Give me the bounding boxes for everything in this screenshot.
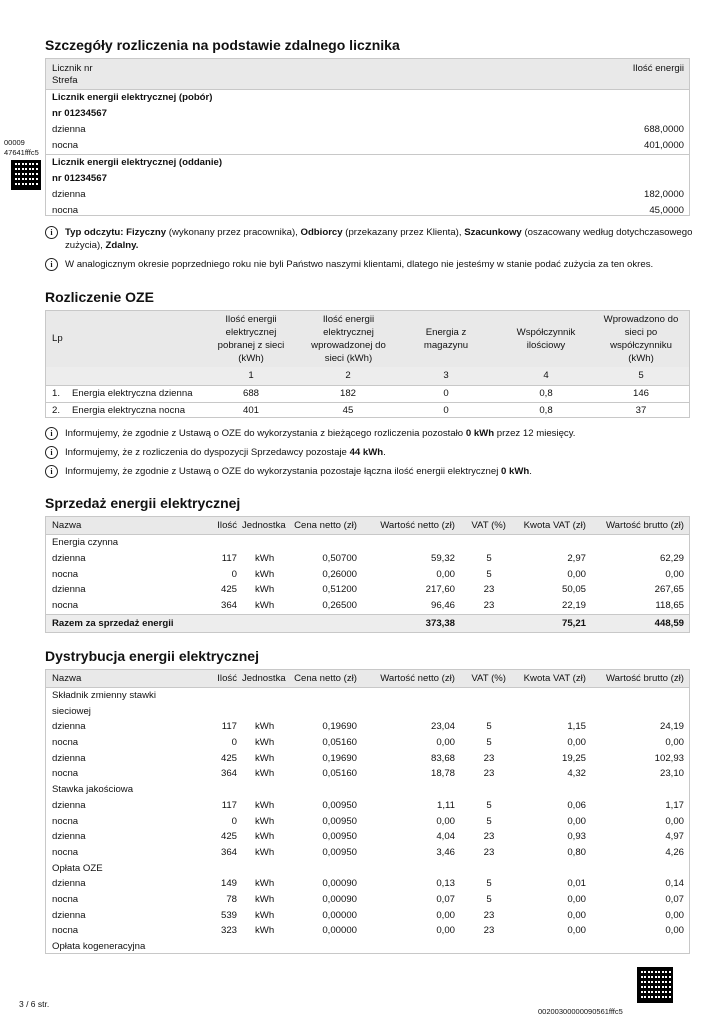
header-qty: Ilość bbox=[217, 673, 237, 684]
meter-number-row bbox=[46, 171, 689, 187]
sales-total-row bbox=[46, 614, 689, 632]
oze-value-3: 0 bbox=[443, 388, 449, 399]
row-vat: 23 bbox=[483, 909, 495, 921]
row-net-value: 0,00 bbox=[436, 737, 455, 749]
meter-value: 688,0000 bbox=[643, 124, 684, 135]
price-row bbox=[46, 908, 689, 924]
note-text: przez 12 miesięcy. bbox=[494, 428, 576, 439]
row-name: nocna bbox=[52, 846, 79, 858]
meter-value: 182,0000 bbox=[643, 189, 684, 200]
meter-name: Licznik energii elektrycznej (pobór) bbox=[52, 92, 213, 103]
side-code-1: 00009 bbox=[4, 138, 25, 147]
row-vat: 5 bbox=[486, 737, 492, 749]
row-net-value: 0,13 bbox=[436, 878, 455, 890]
oze-header-line: sieci po bbox=[624, 327, 658, 338]
oze-value-5: 37 bbox=[635, 405, 647, 416]
meter-zone-row bbox=[46, 138, 689, 154]
note-text: . bbox=[383, 447, 386, 458]
row-gross: 0,00 bbox=[665, 737, 684, 749]
row-qty: 0 bbox=[231, 568, 237, 580]
row-vat-amount: 22,19 bbox=[561, 600, 586, 612]
meter-zone: nocna bbox=[52, 205, 79, 216]
meter-zone: dzienna bbox=[52, 189, 86, 200]
row-net-value: 3,46 bbox=[436, 846, 455, 858]
row-unit: kWh bbox=[255, 768, 275, 780]
row-net-value: 0,00 bbox=[436, 925, 455, 937]
meter-header-zone: Strefa bbox=[52, 75, 78, 86]
row-vat-amount: 0,06 bbox=[567, 799, 586, 811]
row-net-price: 0,50700 bbox=[322, 553, 357, 564]
oze-header-coefficient bbox=[501, 326, 591, 352]
row-qty: 364 bbox=[220, 846, 237, 858]
meter-header-meter-nr: Licznik nr bbox=[52, 63, 93, 74]
meter-number: nr 01234567 bbox=[52, 173, 107, 184]
row-name: dzienna bbox=[52, 799, 86, 811]
note-bold: Odbiorcy bbox=[300, 227, 343, 238]
oze-header-line: Energia z bbox=[425, 327, 467, 338]
price-row bbox=[46, 719, 689, 735]
row-unit: kWh bbox=[255, 584, 275, 596]
oze-header-line: Ilość energii bbox=[225, 314, 277, 325]
row-qty: 425 bbox=[220, 831, 237, 843]
oze-column-number: 3 bbox=[443, 370, 449, 381]
row-name: dzienna bbox=[52, 721, 86, 733]
row-unit: kWh bbox=[255, 893, 275, 905]
row-vat: 5 bbox=[486, 893, 492, 905]
header-gross: Wartość brutto (zł) bbox=[605, 673, 684, 684]
row-name: nocna bbox=[52, 815, 79, 827]
header-unit: Jednostka bbox=[242, 673, 286, 684]
row-net-value: 0,07 bbox=[436, 893, 455, 905]
oze-column-number: 2 bbox=[345, 370, 351, 381]
row-name: dzienna bbox=[52, 878, 86, 890]
header-qty: Ilość bbox=[217, 520, 237, 531]
row-vat-amount: 0,00 bbox=[567, 737, 586, 749]
row-gross: 62,29 bbox=[659, 553, 684, 564]
row-unit: kWh bbox=[255, 600, 275, 612]
row-unit: kWh bbox=[255, 815, 275, 827]
footer-code: 00200300000090561fffc5 bbox=[538, 1007, 623, 1016]
note-text: W analogicznym okresie poprzedniego roku nie byli Państwo naszymi klientami, dlatego nie jesteśmy w stanie podać zużycia za ten okres. bbox=[65, 259, 654, 270]
distribution-group-row bbox=[46, 939, 689, 955]
distribution-group-row bbox=[46, 861, 689, 877]
oze-row bbox=[46, 402, 689, 419]
info-icon: i bbox=[45, 226, 58, 239]
oze-value-4: 0,8 bbox=[539, 388, 553, 399]
oze-header-lp: Lp bbox=[52, 333, 63, 344]
row-qty: 78 bbox=[226, 893, 237, 905]
row-net-price: 0,00000 bbox=[322, 909, 357, 921]
meter-number-row bbox=[46, 106, 689, 122]
row-vat-amount: 2,97 bbox=[567, 553, 586, 564]
oze-note-total bbox=[45, 465, 695, 478]
distribution-group-name: Składnik zmienny stawki bbox=[52, 690, 156, 701]
row-qty: 0 bbox=[231, 737, 237, 749]
price-row bbox=[46, 735, 689, 751]
row-gross: 118,65 bbox=[655, 600, 684, 612]
sales-total-vat: 75,21 bbox=[561, 617, 586, 629]
price-row bbox=[46, 845, 689, 861]
meter-zone-row bbox=[46, 203, 689, 219]
oze-header-line: elektrycznej bbox=[323, 327, 374, 338]
oze-header-line: Współczynnik bbox=[516, 327, 576, 338]
oze-value-1: 688 bbox=[242, 388, 259, 399]
row-vat: 23 bbox=[483, 768, 495, 780]
row-net-value: 18,78 bbox=[430, 768, 455, 780]
row-name: dzienna bbox=[52, 584, 86, 596]
row-gross: 4,26 bbox=[665, 846, 684, 858]
header-vat: VAT (%) bbox=[471, 673, 506, 684]
row-gross: 0,07 bbox=[665, 893, 684, 905]
price-row bbox=[46, 892, 689, 908]
row-name: nocna bbox=[52, 768, 79, 780]
meter-zone-row bbox=[46, 187, 689, 203]
note-bold: Zdalny. bbox=[105, 240, 139, 251]
row-vat: 23 bbox=[483, 752, 495, 764]
row-gross: 4,97 bbox=[665, 831, 684, 843]
row-vat-amount: 1,15 bbox=[567, 721, 586, 733]
oze-header-grid-energy bbox=[206, 313, 296, 365]
oze-header-line: sieci (kWh) bbox=[324, 353, 373, 364]
oze-column-numbers bbox=[46, 367, 689, 385]
row-net-value: 1,11 bbox=[437, 799, 455, 811]
note-text: (wykonany przez pracownika), bbox=[166, 227, 301, 238]
row-vat-amount: 0,93 bbox=[567, 831, 586, 843]
note-bold: Typ odczytu: Fizyczny bbox=[65, 227, 167, 238]
note-bold: Szacunkowy bbox=[464, 227, 522, 238]
price-row bbox=[46, 582, 689, 598]
note-bold: 0 kWh bbox=[501, 466, 530, 477]
oze-header-fed-energy bbox=[301, 313, 396, 365]
oze-header-line: wprowadzonej do bbox=[311, 340, 386, 351]
row-gross: 23,10 bbox=[659, 768, 684, 780]
oze-lp: 2. bbox=[52, 405, 61, 416]
oze-value-1: 401 bbox=[242, 405, 259, 416]
previous-year-note bbox=[45, 258, 695, 271]
header-net-value: Wartość netto (zł) bbox=[380, 520, 455, 531]
row-vat: 23 bbox=[483, 831, 495, 843]
row-vat-amount: 0,00 bbox=[567, 568, 586, 580]
row-qty: 364 bbox=[220, 600, 237, 612]
row-net-price: 0,26500 bbox=[322, 600, 357, 612]
sales-total-gross: 448,59 bbox=[654, 617, 684, 629]
row-net-price: 0,19690 bbox=[322, 721, 357, 733]
oze-column-number: 4 bbox=[543, 370, 549, 381]
row-qty: 323 bbox=[220, 925, 237, 937]
row-net-price: 0,05160 bbox=[322, 768, 357, 780]
oze-header-line: współczynniku bbox=[610, 340, 672, 351]
row-net-value: 0,00 bbox=[436, 815, 455, 827]
row-unit: kWh bbox=[255, 721, 275, 733]
row-name: nocna bbox=[52, 600, 79, 612]
sales-total-label: Razem za sprzedaż energii bbox=[52, 617, 174, 629]
sales-total-net: 373,38 bbox=[425, 617, 455, 629]
sales-group-row bbox=[46, 535, 689, 551]
row-name: nocna bbox=[52, 893, 79, 905]
note-text: Informujemy, że zgodnie z Ustawą o OZE do wykorzystania pozostaje łączna ilość energii elektrycznej bbox=[65, 466, 501, 477]
meter-name: Licznik energii elektrycznej (oddanie) bbox=[52, 157, 223, 168]
oze-lp: 1. bbox=[52, 388, 61, 399]
row-qty: 149 bbox=[220, 878, 237, 890]
header-vat: VAT (%) bbox=[471, 520, 506, 531]
row-vat-amount: 19,25 bbox=[561, 752, 586, 764]
row-qty: 0 bbox=[231, 815, 237, 827]
distribution-group-row bbox=[46, 688, 689, 704]
row-gross: 0,00 bbox=[665, 568, 684, 580]
info-icon: i bbox=[45, 446, 58, 459]
row-net-price: 0,00950 bbox=[322, 799, 357, 811]
note-text: (oszacowany według dotychczasowego zużycia), bbox=[65, 227, 693, 251]
header-name: Nazwa bbox=[52, 673, 82, 684]
oze-header-after-coefficient bbox=[591, 313, 691, 365]
oze-header-line: pobranej z sieci bbox=[217, 340, 285, 351]
info-icon: i bbox=[45, 258, 58, 271]
oze-value-3: 0 bbox=[443, 405, 449, 416]
price-row bbox=[46, 829, 689, 845]
header-net-price: Cena netto (zł) bbox=[294, 673, 357, 684]
row-vat-amount: 0,00 bbox=[567, 925, 586, 937]
row-qty: 364 bbox=[220, 768, 237, 780]
price-row bbox=[46, 751, 689, 767]
row-gross: 24,19 bbox=[659, 721, 684, 733]
price-row bbox=[46, 876, 689, 892]
row-gross: 1,17 bbox=[665, 799, 684, 811]
row-vat: 5 bbox=[486, 721, 492, 733]
row-net-value: 23,04 bbox=[430, 721, 455, 733]
side-code-2: 47641fffc5 bbox=[4, 148, 39, 157]
price-row bbox=[46, 814, 689, 830]
oze-column-number: 1 bbox=[248, 370, 254, 381]
meter-header-energy: Ilość energii bbox=[632, 63, 684, 74]
header-vat-amount: Kwota VAT (zł) bbox=[523, 520, 586, 531]
row-unit: kWh bbox=[255, 568, 275, 580]
price-table-header bbox=[46, 670, 689, 688]
row-vat: 23 bbox=[483, 846, 495, 858]
distribution-group-name: sieciowej bbox=[52, 705, 91, 717]
oze-header-storage bbox=[406, 326, 486, 352]
meter-table bbox=[45, 58, 690, 216]
row-unit: kWh bbox=[255, 799, 275, 811]
sales-section-title: Sprzedaż energii elektrycznej bbox=[45, 495, 241, 511]
oze-value-2: 45 bbox=[342, 405, 354, 416]
row-gross: 0,00 bbox=[665, 925, 684, 937]
price-row bbox=[46, 923, 689, 939]
row-vat-amount: 0,80 bbox=[567, 846, 586, 858]
distribution-group-name: Stawka jakościowa bbox=[52, 784, 134, 796]
price-table-header bbox=[46, 517, 689, 535]
row-vat-amount: 0,00 bbox=[567, 815, 586, 827]
meter-group-name-row bbox=[46, 90, 689, 106]
row-vat: 5 bbox=[486, 815, 492, 827]
row-vat: 23 bbox=[483, 600, 495, 612]
row-gross: 0,00 bbox=[665, 909, 684, 921]
oze-header-line: (kWh) bbox=[238, 353, 264, 364]
row-net-value: 59,32 bbox=[430, 553, 455, 564]
meter-zone: nocna bbox=[52, 140, 79, 151]
oze-name: Energia elektryczna nocna bbox=[72, 405, 186, 416]
note-text: Informujemy, że zgodnie z Ustawą o OZE do wykorzystania z bieżącego rozliczenia pozostało bbox=[65, 428, 466, 439]
note-text: (przekazany przez Klienta), bbox=[342, 227, 465, 238]
oze-header-line: Ilość energii bbox=[322, 314, 375, 325]
header-gross: Wartość brutto (zł) bbox=[605, 520, 684, 531]
row-qty: 117 bbox=[221, 553, 237, 564]
header-vat-amount: Kwota VAT (zł) bbox=[523, 673, 586, 684]
oze-header-line: elektrycznej bbox=[225, 327, 277, 338]
oze-header-line: ilościowy bbox=[526, 340, 566, 351]
distribution-group-name: Opłata kogeneracyjna bbox=[52, 941, 146, 952]
distribution-section-title: Dystrybucja energii elektrycznej bbox=[45, 648, 259, 664]
note-bold: 44 kWh bbox=[349, 447, 384, 458]
row-name: dzienna bbox=[52, 909, 86, 921]
page-number: 3 / 6 str. bbox=[19, 999, 50, 1009]
oze-note-seller bbox=[45, 446, 695, 459]
row-name: dzienna bbox=[52, 752, 86, 764]
row-vat-amount: 4,32 bbox=[567, 768, 586, 780]
row-net-value: 4,04 bbox=[436, 831, 455, 843]
oze-header-line: Wprowadzono do bbox=[603, 314, 679, 325]
row-unit: kWh bbox=[255, 909, 275, 921]
row-vat-amount: 0,00 bbox=[567, 909, 586, 921]
distribution-group-row bbox=[46, 782, 689, 798]
row-qty: 117 bbox=[221, 721, 237, 733]
meter-value: 401,0000 bbox=[643, 140, 684, 151]
oze-row bbox=[46, 385, 689, 402]
row-gross: 0,14 bbox=[665, 878, 684, 890]
row-unit: kWh bbox=[255, 925, 275, 937]
oze-value-5: 146 bbox=[632, 388, 649, 399]
meter-zone-row bbox=[46, 122, 689, 138]
row-net-price: 0,00950 bbox=[322, 831, 357, 843]
sales-group-name: Energia czynna bbox=[52, 537, 119, 548]
oze-section-title: Rozliczenie OZE bbox=[45, 289, 154, 305]
row-vat: 23 bbox=[483, 584, 495, 596]
row-net-value: 96,46 bbox=[430, 600, 455, 612]
row-qty: 539 bbox=[220, 909, 237, 921]
distribution-group-row bbox=[46, 704, 689, 720]
reading-type-note bbox=[45, 226, 695, 252]
row-vat: 23 bbox=[483, 925, 495, 937]
row-net-price: 0,00090 bbox=[322, 893, 357, 905]
row-net-value: 0,00 bbox=[436, 568, 455, 580]
header-name: Nazwa bbox=[52, 520, 82, 531]
price-row bbox=[46, 567, 689, 583]
row-unit: kWh bbox=[255, 831, 275, 843]
header-net-value: Wartość netto (zł) bbox=[380, 673, 455, 684]
oze-column-number: 5 bbox=[638, 370, 644, 381]
side-datamatrix-code bbox=[11, 160, 41, 190]
row-vat-amount: 0,00 bbox=[567, 893, 586, 905]
row-vat: 5 bbox=[486, 878, 492, 890]
header-net-price: Cena netto (zł) bbox=[294, 520, 357, 531]
row-net-price: 0,51200 bbox=[322, 584, 357, 596]
oze-name: Energia elektryczna dzienna bbox=[72, 388, 193, 399]
oze-value-4: 0,8 bbox=[539, 405, 553, 416]
price-row bbox=[46, 766, 689, 782]
row-gross: 102,93 bbox=[654, 752, 684, 764]
row-name: dzienna bbox=[52, 553, 86, 564]
row-net-price: 0,05160 bbox=[322, 737, 357, 749]
row-name: nocna bbox=[52, 568, 79, 580]
oze-table bbox=[45, 310, 690, 418]
row-name: dzienna bbox=[52, 831, 86, 843]
row-vat-amount: 50,05 bbox=[561, 584, 586, 596]
row-name: nocna bbox=[52, 737, 79, 749]
row-vat: 5 bbox=[486, 799, 492, 811]
meter-value: 45,0000 bbox=[649, 205, 684, 216]
row-net-value: 217,60 bbox=[425, 584, 455, 596]
row-vat-amount: 0,01 bbox=[567, 878, 586, 890]
meter-group-name-row bbox=[46, 154, 689, 171]
distribution-table bbox=[45, 669, 690, 954]
row-net-price: 0,00090 bbox=[322, 878, 357, 890]
row-qty: 117 bbox=[221, 799, 237, 811]
row-net-price: 0,19690 bbox=[322, 752, 357, 764]
note-text: . bbox=[529, 466, 532, 477]
oze-value-2: 182 bbox=[339, 388, 356, 399]
distribution-group-name: Opłata OZE bbox=[52, 862, 103, 874]
row-gross: 0,00 bbox=[665, 815, 684, 827]
row-net-price: 0,00000 bbox=[322, 925, 357, 937]
row-unit: kWh bbox=[255, 846, 275, 858]
note-bold: 0 kWh bbox=[465, 428, 495, 439]
footer-datamatrix-code bbox=[637, 967, 673, 1003]
oze-header-line: (kWh) bbox=[628, 353, 654, 364]
oze-table-header bbox=[46, 311, 689, 367]
row-unit: kWh bbox=[255, 737, 275, 749]
info-icon: i bbox=[45, 465, 58, 478]
row-gross: 267,65 bbox=[654, 584, 684, 596]
row-vat: 5 bbox=[486, 553, 492, 564]
row-net-price: 0,00950 bbox=[322, 846, 357, 858]
row-net-value: 83,68 bbox=[430, 752, 455, 764]
price-row bbox=[46, 598, 689, 614]
sales-table bbox=[45, 516, 690, 633]
row-unit: kWh bbox=[255, 752, 275, 764]
row-net-price: 0,00950 bbox=[322, 815, 357, 827]
row-qty: 425 bbox=[220, 752, 237, 764]
row-qty: 425 bbox=[220, 584, 237, 596]
price-row bbox=[46, 551, 689, 567]
row-vat: 5 bbox=[486, 568, 492, 580]
row-name: nocna bbox=[52, 925, 79, 937]
header-unit: Jednostka bbox=[242, 520, 286, 531]
meter-table-header bbox=[46, 59, 689, 90]
row-net-price: 0,26000 bbox=[322, 568, 357, 580]
meter-section-title: Szczegóły rozliczenia na podstawie zdalnego licznika bbox=[45, 37, 400, 53]
row-unit: kWh bbox=[255, 878, 275, 890]
oze-note-remaining bbox=[45, 427, 695, 440]
meter-number: nr 01234567 bbox=[52, 108, 107, 119]
note-text: Informujemy, że z rozliczenia do dyspozycji Sprzedawcy pozostaje bbox=[65, 447, 350, 458]
meter-zone: dzienna bbox=[52, 124, 86, 135]
oze-header-line: magazynu bbox=[423, 340, 469, 351]
price-row bbox=[46, 798, 689, 814]
row-net-value: 0,00 bbox=[436, 909, 455, 921]
row-unit: kWh bbox=[255, 553, 275, 564]
info-icon: i bbox=[45, 427, 58, 440]
